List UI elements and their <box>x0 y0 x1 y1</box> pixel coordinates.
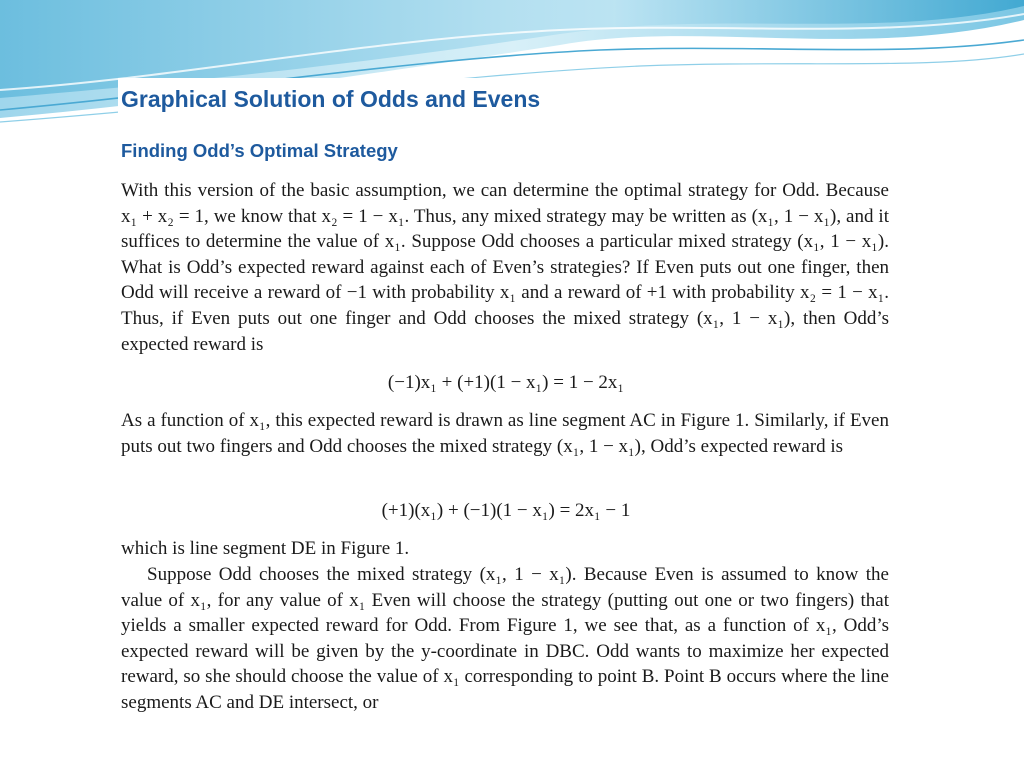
equation-1: (−1)x₁ + (+1)(1 − x₁) = 1 − 2x₁ <box>387 372 625 393</box>
section-subtitle: Finding Odd’s Optimal Strategy <box>121 140 398 161</box>
equation-2: (+1)(x₁) + (−1)(1 − x₁) = 2x₁ − 1 <box>381 500 631 521</box>
paragraph-1: With this version of the basic assumption, we can determine the optimal strategy for Odd. Because x₁ + x₂ = 1, we know that x₂ = 1 − x₁. Thus, any mixed strategy may be written as (x₁, 1 − x₁), and it suffices to determine the value of x₁. Suppose Odd chooses a particular mixed strategy (x₁, 1 − x₁). What is Odd’s expected reward against each of Even’s strategies? If Even puts out one finger, then Odd will receive a reward of −1 with probability x₁ and a reward of +1 with probability x₂ = 1 − x₁. Thus, if Even puts out one finger and Odd chooses the mixed strategy (x₁, 1 − x₁), then Odd’s expected reward is <box>121 180 889 355</box>
paragraph-3: which is line segment DE in Figure 1. <box>121 538 410 559</box>
scanned-textbook-page <box>118 78 894 726</box>
slide-title: Graphical Solution of Odds and Evens <box>121 86 541 112</box>
paragraph-2: As a function of x₁, this expected reward is drawn as line segment AC in Figure 1. Similarly, if Even puts out two fingers and Odd chooses the mixed strategy (x₁, 1 − x₁), Odd’s expected reward is <box>121 410 889 457</box>
paragraph-4: Suppose Odd chooses the mixed strategy (x₁, 1 − x₁). Because Even is assumed to know the value of x₁, for any value of x₁ Even will choose the strategy (putting out one or two fingers) that yields a smaller expected reward for Odd. From Figure 1, we see that, as a function of x₁, Odd’s expected reward will be given by the y-coordinate in DBC. Odd wants to maximize her expected reward, so she should choose the value of x₁ corresponding to point B. Point B occurs where the line segments AC and DE intersect, or <box>121 564 889 713</box>
